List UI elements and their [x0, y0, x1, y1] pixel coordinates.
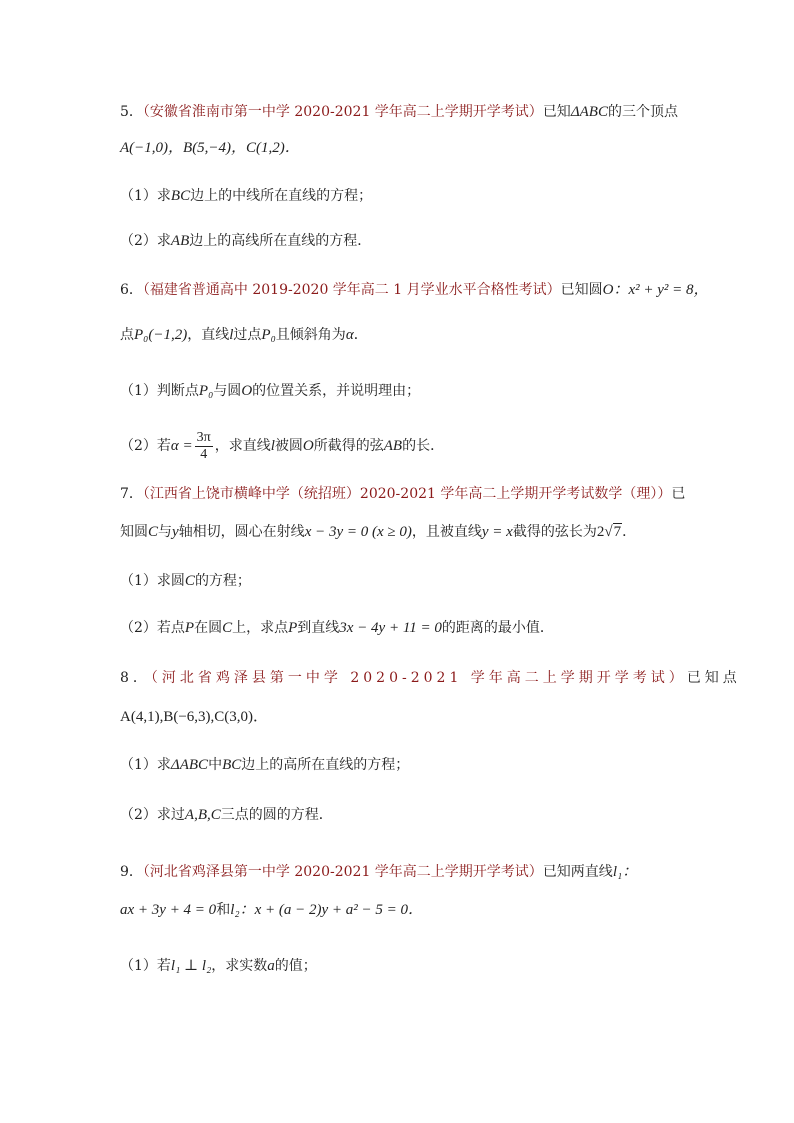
q5-part2 [120, 231, 734, 251]
q6-part2-var: O [302, 438, 314, 454]
q8-number: 8． [120, 670, 151, 686]
q6-part2 [120, 426, 734, 466]
q8-part1-var: BC [222, 757, 242, 773]
q7-text: 与 [158, 524, 173, 540]
q9-text: 已知两直线 [542, 864, 613, 880]
q9-part1-text: ，求实数 [211, 958, 268, 974]
q8-stem [120, 668, 741, 688]
q9-l1: l₁： [612, 864, 638, 880]
q5-part1 [120, 186, 734, 206]
q7-line2 [120, 522, 734, 542]
q8-text: 已知点 [686, 670, 741, 686]
q7-number: 7． [120, 486, 143, 502]
q6-text: ，直线 [187, 327, 230, 343]
q6-number: 6． [120, 282, 143, 298]
q5-part1-text: 边上的中线所在直线的方程； [190, 188, 373, 204]
q8-part1-text: 中 [208, 757, 223, 773]
q6-line-var: l [229, 327, 234, 343]
q7-part1 [120, 571, 734, 591]
q6-text: ． [353, 327, 368, 343]
q6-line2 [120, 325, 734, 345]
q6-part2-text: ，求直线 [214, 438, 271, 454]
q7-ray-equation: x − 3y = 0 (x ≥ 0) [304, 524, 412, 540]
q9-line2 [120, 900, 734, 920]
q6-part2-text: （2）若 [120, 438, 171, 454]
q7-part2-text: 上，求点 [232, 620, 289, 636]
q6-text: 过点 [233, 327, 262, 343]
q5-vertices: A(−1,0)，B(5,−4)，C(1,2)． [120, 140, 300, 156]
q5-stem [120, 102, 734, 122]
q9-l2: l₂： [230, 902, 255, 918]
q6-part1-var: O [241, 383, 253, 399]
q6-alpha: α [345, 327, 354, 343]
q8-source: （河北省鸡泽县第一中学 2020-2021 学年高二上学期开学考试） [150, 670, 687, 686]
q6-fraction-denominator: 4 [200, 446, 208, 462]
q6-text: 点 [120, 327, 134, 343]
q5-part2-text: 边上的高线所在直线的方程． [189, 233, 372, 249]
q7-text: ． [622, 524, 637, 540]
q9-part1-text: 的值； [274, 958, 317, 974]
q7-part2-line-equation: 3x − 4y + 11 = 0 [339, 620, 442, 636]
q6-part2-text: 所截得的弦 [313, 438, 384, 454]
q9-part1-var: a [267, 958, 275, 974]
q7-stem [120, 484, 734, 504]
q8-part1-triangle: ΔABC [170, 757, 209, 773]
q7-part2-var: P [288, 620, 298, 636]
q5-triangle: ΔABC [570, 104, 608, 120]
q8-part2 [120, 805, 734, 825]
q7-line-equation: y = x [481, 524, 513, 540]
q6-text: 且倾斜角为 [275, 327, 346, 343]
q6-part1 [120, 381, 734, 401]
q6-part2-var: AB [383, 438, 403, 454]
q7-var: C [148, 524, 159, 540]
q5-number: 5． [120, 104, 143, 120]
q7-source: （江西省上饶市横峰中学（统招班）2020-2021 学年高二上学期开学考试数学（理）） [142, 486, 672, 502]
q7-text: 轴相切，圆心在射线 [178, 524, 305, 540]
q6-circle-equation: O：x² + y² = 8， [602, 282, 709, 298]
q7-part2-text: 的距离的最小值． [441, 620, 554, 636]
q9-part1 [120, 956, 734, 976]
q6-part1-text: 的位置关系，并说明理由； [252, 383, 421, 399]
q9-equation-1: ax + 3y + 4 = 0 [120, 902, 217, 918]
q7-part2-text: （2）若点 [120, 620, 185, 636]
q7-text: ，且被直线 [411, 524, 482, 540]
q7-part2 [120, 618, 734, 638]
q5-part1-text: （1）求 [120, 188, 171, 204]
q6-part1-text: 与圆 [213, 383, 242, 399]
q7-chord-radicand: 7 [613, 524, 622, 540]
q8-points [120, 707, 734, 727]
q7-chord-length: 2√7 [596, 524, 622, 540]
q9-equation-2: x + (a − 2)y + a² − 5 = 0． [254, 902, 423, 918]
q7-part2-var: C [222, 620, 233, 636]
q8-part1-text: 边上的高所在直线的方程； [241, 757, 410, 773]
q6-part1-var: P₀ [198, 383, 214, 399]
q9-stem [120, 862, 734, 882]
q5-text: 的三个顶点 [607, 104, 678, 120]
q7-text: 知圆 [120, 524, 148, 540]
q5-part1-var: BC [170, 188, 191, 204]
q5-text: 已知 [542, 104, 571, 120]
q7-part2-text: 到直线 [297, 620, 340, 636]
q7-text: 已 [671, 486, 686, 502]
q7-part2-var: P [184, 620, 195, 636]
q6-text: 已知圆 [560, 282, 603, 298]
q6-fraction-numerator: 3π [196, 429, 211, 445]
q9-source: （河北省鸡泽县第一中学 2020-2021 学年高二上学期开学考试） [142, 864, 543, 880]
q8-part1-text: （1）求 [120, 757, 171, 773]
q9-number: 9． [120, 864, 143, 880]
q7-part1-var: C [184, 573, 195, 589]
q6-p0: P₀ [261, 327, 276, 343]
q7-part1-text: （1）求圆 [120, 573, 185, 589]
q6-part2-text: 被圆 [274, 438, 303, 454]
q9-part1-relation: l₁ ⊥ l₂ [170, 958, 212, 974]
q6-point: P₀(−1,2) [134, 327, 188, 343]
q6-part2-var: l [270, 438, 275, 454]
q7-chord-coef: 2 [596, 524, 605, 540]
q6-part2-text: 的长． [402, 438, 445, 454]
q7-part2-text: 在圆 [194, 620, 223, 636]
q8-point-list: A(4,1),B(−6,3),C(3,0)． [120, 709, 269, 725]
q9-part1-text: （1）若 [120, 958, 171, 974]
q6-part1-text: （1）判断点 [120, 383, 199, 399]
q7-var: y [172, 524, 179, 540]
q8-part2-text: （2）求过 [120, 807, 185, 823]
q7-text: 截得的弦长为 [512, 524, 597, 540]
q5-part2-var: AB [170, 233, 190, 249]
q6-part2-alpha: α = [170, 438, 193, 454]
q5-source: （安徽省淮南市第一中学 2020-2021 学年高二上学期开学考试） [142, 104, 543, 120]
q9-text: 和 [216, 902, 231, 918]
q8-part2-points: A,B,C [184, 807, 221, 823]
q6-stem [120, 280, 734, 300]
q5-part2-text: （2）求 [120, 233, 171, 249]
q7-part1-text: 的方程； [194, 573, 251, 589]
q8-part1 [120, 755, 734, 775]
q5-points [120, 138, 734, 158]
q6-fraction [195, 430, 213, 463]
q6-source: （福建省普通高中 2019-2020 学年高二 1 月学业水平合格性考试） [142, 282, 561, 298]
q8-part2-text: 三点的圆的方程． [220, 807, 333, 823]
